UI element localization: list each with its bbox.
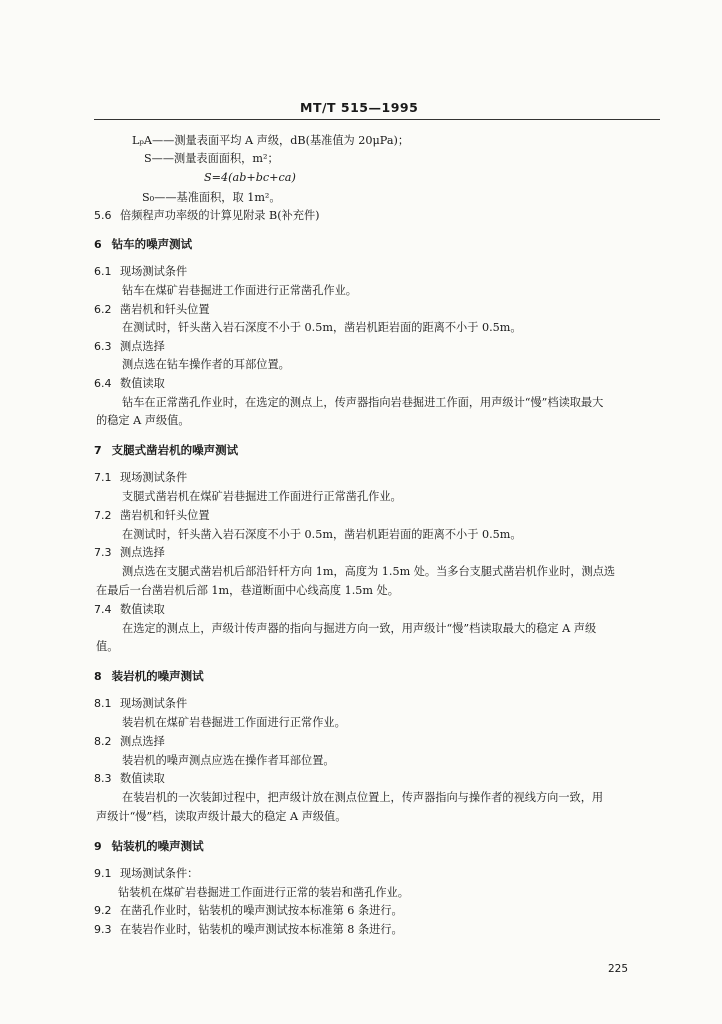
clause-6-3-body: 测点选在钻车操作者的耳部位置。: [122, 358, 290, 371]
clause-number: 8.1: [94, 697, 112, 710]
clause-7-3: [94, 545, 165, 561]
formula-s: S=4(ab+bc+ca): [204, 171, 296, 184]
page-number: 225: [608, 963, 629, 975]
clause-number: 6.2: [94, 303, 112, 316]
clause-text: 在装岩作业时，钻装机的噪声测试按本标准第 8 条进行。: [120, 923, 403, 936]
clause-8-3-body-line2: 声级计“慢”档，读取声级计最大的稳定 A 声级值。: [96, 810, 347, 823]
standard-code-header: MT/T 515—1995: [300, 100, 419, 115]
clause-7-1-body: 支腿式凿岩机在煤矿岩巷掘进工作面进行正常凿孔作业。: [122, 490, 402, 503]
clause-7-3-body-line1: 测点选在支腿式凿岩机后部沿钎杆方向 1m，高度为 1.5m 处。当多台支腿式凿岩机作业时，测点选: [122, 565, 616, 578]
clause-6-2: [94, 302, 210, 318]
clause-number: 9.1: [94, 867, 112, 880]
clause-text: 在凿孔作业时，钻装机的噪声测试按本标准第 6 条进行。: [120, 904, 403, 917]
clause-title: 数值读取: [120, 603, 165, 616]
clause-number: 6.3: [94, 340, 112, 353]
clause-7-2: [94, 508, 210, 524]
clause-title: 数值读取: [120, 772, 165, 785]
clause-title: 凿岩机和钎头位置: [120, 509, 210, 522]
clause-number: 5.6: [94, 209, 112, 222]
clause-title: 测点选择: [120, 735, 165, 748]
clause-number: 9.2: [94, 904, 112, 917]
header-rule: [94, 119, 660, 120]
clause-8-1-body: 装岩机在煤矿岩巷掘进工作面进行正常作业。: [122, 716, 346, 729]
clause-7-2-body: 在测试时，钎头凿入岩石深度不小于 0.5m，凿岩机距岩面的距离不小于 0.5m。: [122, 528, 522, 541]
clause-6-4-body-line2: 的稳定 A 声级值。: [96, 414, 190, 427]
clause-7-1: [94, 470, 187, 486]
clause-9-3: [94, 922, 403, 938]
section-9-heading: [94, 838, 204, 855]
section-title: 装岩机的噪声测试: [111, 669, 204, 683]
section-number: 7: [94, 444, 102, 457]
clause-9-1: [94, 866, 198, 882]
clause-8-2-body: 装岩机的噪声测点应选在操作者耳部位置。: [122, 754, 335, 767]
section-title: 钻装机的噪声测试: [111, 839, 204, 853]
clause-6-1-body: 钻车在煤矿岩巷掘进工作面进行正常凿孔作业。: [122, 284, 357, 297]
clause-6-3: [94, 339, 165, 355]
clause-9-1-body: 钻装机在煤矿岩巷掘进工作面进行正常的装岩和凿孔作业。: [118, 886, 409, 899]
section-7-heading: [94, 442, 238, 459]
section-number: 9: [94, 840, 102, 853]
clause-title: 测点选择: [120, 340, 165, 353]
clause-5-6: [94, 208, 320, 224]
clause-title: 凿岩机和钎头位置: [120, 303, 210, 316]
definition-s: S——测量表面面积，m²；: [144, 152, 279, 165]
clause-7-4-body-line1: 在选定的测点上，声级计传声器的指向与掘进方向一致，用声级计“慢”档读取最大的稳定 A 声级: [122, 622, 597, 635]
clause-title: 现场测试条件: [120, 265, 188, 278]
section-title: 钻车的噪声测试: [111, 237, 193, 251]
section-number: 6: [94, 238, 102, 251]
clause-number: 7.2: [94, 509, 112, 522]
definition-lpa: LₚA——测量表面平均 A 声级，dB(基准值为 20μPa)；: [132, 134, 410, 147]
clause-8-2: [94, 734, 165, 750]
clause-7-3-body-line2: 在最后一台凿岩机后部 1m，巷道断面中心线高度 1.5m 处。: [96, 584, 399, 597]
clause-8-1: [94, 696, 187, 712]
clause-8-3-body-line1: 在装岩机的一次装卸过程中，把声级计放在测点位置上，传声器指向与操作者的视线方向一致，用: [122, 791, 604, 804]
clause-number: 6.1: [94, 265, 112, 278]
clause-9-2: [94, 903, 403, 919]
section-number: 8: [94, 670, 102, 683]
clause-8-3: [94, 771, 165, 787]
clause-title: 现场测试条件: [120, 471, 188, 484]
clause-7-4: [94, 602, 165, 618]
definition-s0: S₀——基准面积，取 1m²。: [142, 191, 281, 204]
clause-text: 倍频程声功率级的计算见附录 B(补充件): [120, 209, 320, 222]
clause-number: 6.4: [94, 377, 112, 390]
clause-title: 测点选择: [120, 546, 165, 559]
clause-title: 数值读取: [120, 377, 165, 390]
clause-6-1: [94, 264, 187, 280]
clause-number: 7.4: [94, 603, 112, 616]
clause-title: 现场测试条件: [120, 697, 188, 710]
clause-number: 8.2: [94, 735, 112, 748]
clause-6-4: [94, 376, 165, 392]
section-8-heading: [94, 668, 204, 685]
clause-number: 7.1: [94, 471, 112, 484]
clause-number: 9.3: [94, 923, 112, 936]
clause-6-2-body: 在测试时，钎头凿入岩石深度不小于 0.5m，凿岩机距岩面的距离不小于 0.5m。: [122, 321, 522, 334]
clause-7-4-body-line2: 值。: [96, 640, 119, 653]
section-title: 支腿式凿岩机的噪声测试: [111, 443, 239, 457]
section-6-heading: [94, 236, 192, 253]
clause-number: 7.3: [94, 546, 112, 559]
clause-6-4-body-line1: 钻车在正常凿孔作业时，在选定的测点上，传声器指向岩巷掘进工作面，用声级计“慢”档读取最大: [122, 396, 604, 409]
clause-number: 8.3: [94, 772, 112, 785]
clause-title: 现场测试条件：: [120, 867, 199, 880]
